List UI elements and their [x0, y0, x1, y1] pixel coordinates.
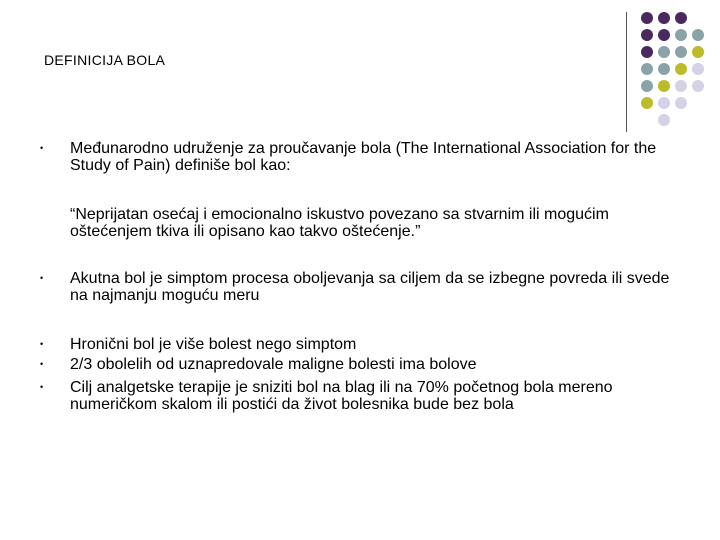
- decor-dot: [675, 46, 687, 58]
- decor-dot: [675, 80, 687, 92]
- decor-dot: [641, 80, 653, 92]
- decor-dot: [641, 29, 653, 41]
- decor-dot: [692, 29, 704, 41]
- paragraph-chronic-pain: Hronični bol je više bolest nego simptom: [70, 336, 357, 353]
- bullet-marker: •: [40, 339, 44, 349]
- decor-dot: [641, 97, 653, 109]
- divider-line: [626, 12, 627, 132]
- decor-dot: [675, 12, 687, 24]
- decor-dot: [675, 97, 687, 109]
- decor-dot: [692, 46, 704, 58]
- decor-dot: [658, 114, 670, 126]
- bullet-marker: •: [40, 382, 44, 392]
- paragraph-acute-pain: Akutna bol je simptom procesa oboljevanja sa ciljem da se izbegne povreda ili svede na najmanju moguću meru: [70, 270, 670, 304]
- paragraph-definition-quote: “Neprijatan osećaj i emocionalno iskustvo povezano sa stvarnim ili mogućim oštećenjem tkiva ili opisano kao takvo oštećenje.”: [70, 206, 609, 240]
- bullet-marker: •: [40, 359, 44, 369]
- decor-dot: [675, 63, 687, 75]
- decor-dot: [658, 80, 670, 92]
- decor-dot: [641, 46, 653, 58]
- decor-dot: [658, 12, 670, 24]
- paragraph-analgesic-goal: Cilj analgetske terapije je sniziti bol na blag ili na 70% početnog bola mereno numeričkom skalom ili postići da život bolesnika bude bez bola: [70, 379, 613, 413]
- bullet-marker: •: [40, 273, 44, 283]
- decor-dot: [692, 80, 704, 92]
- decor-dot: [658, 63, 670, 75]
- decor-dot: [658, 46, 670, 58]
- decor-dot: [692, 63, 704, 75]
- decor-dot: [641, 63, 653, 75]
- paragraph-malignant: 2/3 obolelih od uznapredovale maligne bolesti ima bolove: [70, 356, 477, 373]
- decor-dot: [658, 97, 670, 109]
- bullet-marker: •: [40, 143, 44, 153]
- slide-title: DEFINICIJA BOLA: [44, 52, 166, 68]
- dot-grid-decoration: [640, 12, 720, 122]
- decor-dot: [675, 29, 687, 41]
- decor-dot: [641, 12, 653, 24]
- paragraph-iasp: Međunarodno udruženje za proučavanje bola (The International Association for the Study of Pain) definiše bol kao:: [70, 140, 657, 174]
- decor-dot: [658, 29, 670, 41]
